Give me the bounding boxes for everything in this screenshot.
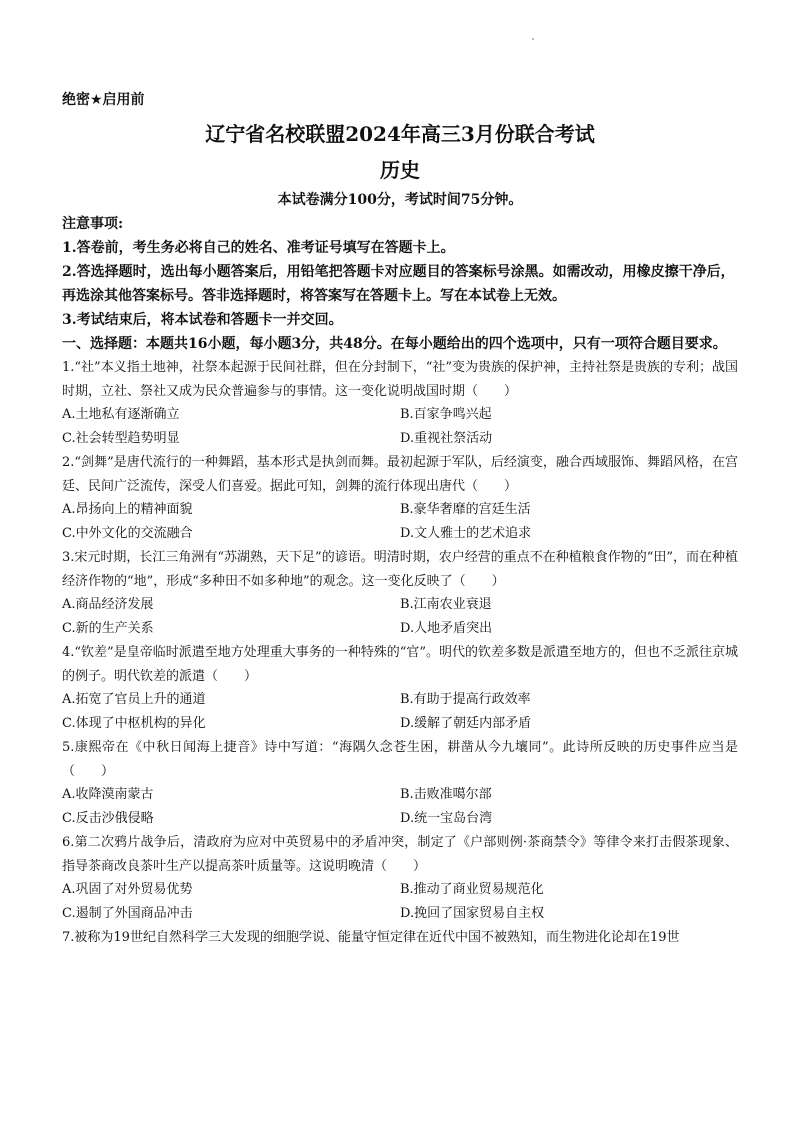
question-stem: 1.“社”本义指土地神，社祭本起源于民间社群，但在分封制下，“社”变为贵族的保护神，主持社祭是贵族的专利；战国时期，立社、祭社又成为民众普遍参与的事情。这一变化说明战国时期（ ）	[62, 360, 738, 399]
option-a: A.拓宽了官员上升的通道	[62, 692, 206, 707]
option-a: A.商品经济发展	[62, 597, 154, 612]
option-d: D.缓解了朝廷内部矛盾	[400, 716, 532, 731]
option-a: A.土地私有逐渐确立	[62, 407, 180, 422]
option-d: D.挽回了国家贸易自主权	[400, 906, 545, 921]
question-options	[62, 498, 738, 546]
question-6	[62, 831, 738, 926]
option-d: D.统一宝岛台湾	[400, 811, 493, 826]
option-c: C.反击沙俄侵略	[62, 811, 154, 826]
question-options	[62, 878, 738, 926]
exam-info: 本试卷满分100分，考试时间75分钟。	[277, 192, 523, 208]
exam-title: 辽宁省名校联盟2024年高三3月份联合考试	[205, 122, 595, 146]
question-stem: 6.第二次鸦片战争后，清政府为应对中英贸易中的矛盾冲突，制定了《户部则例·茶商禁令》等律令来打击假茶现象、指导茶商改良茶叶生产以提高茶叶质量等。这说明晚清（ ）	[62, 835, 738, 874]
option-b: B.江南农业衰退	[400, 597, 492, 612]
option-a: A.巩固了对外贸易优势	[62, 882, 193, 897]
option-c: C.社会转型趋势明显	[62, 431, 180, 446]
option-d: D.人地矛盾突出	[400, 621, 493, 636]
question-4	[62, 641, 738, 736]
option-b: B.百家争鸣兴起	[400, 407, 492, 422]
exam-page	[62, 88, 738, 950]
question-1	[62, 356, 738, 451]
question-5	[62, 736, 738, 831]
notice-item: 2.答选择题时，选出每小题答案后，用铅笔把答题卡对应题目的答案标号涂黑。如需改动，用橡皮擦干净后，再选涂其他答案标号。答非选择题时，将答案写在答题卡上。写在本试卷上无效。	[62, 264, 735, 304]
question-2	[62, 451, 738, 546]
question-options	[62, 688, 738, 736]
notice-item: 3.考试结束后，将本试卷和答题卡一并交回。	[62, 312, 343, 328]
question-stem: 7.被称为19世纪自然科学三大发现的细胞学说、能量守恒定律在近代中国不被熟知，而生物进化论却在19世	[62, 930, 680, 945]
secret-label: 绝密★启用前	[62, 92, 145, 108]
notice-item: 1.答卷前，考生务必将自己的姓名、准考证号填写在答题卡上。	[62, 240, 455, 256]
option-a: A.昂扬向上的精神面貌	[62, 502, 193, 517]
question-7	[62, 926, 738, 950]
option-d: D.重视社祭活动	[400, 431, 493, 446]
option-c: C.新的生产关系	[62, 621, 154, 636]
option-c: C.遏制了外国商品冲击	[62, 906, 193, 921]
subject-title: 历史	[380, 158, 420, 182]
option-b: B.击败准噶尔部	[400, 787, 492, 802]
question-options	[62, 593, 738, 641]
scan-dot	[532, 38, 534, 40]
question-stem: 5.康熙帝在《中秋日闻海上捷音》诗中写道：“海隅久念苍生困，耕凿从今九壤同”。此诗所反映的历史事件应当是（ ）	[62, 740, 738, 779]
notice-heading: 注意事项:	[62, 216, 124, 232]
option-a: A.收降漠南蒙古	[62, 787, 154, 802]
section-heading: 一、选择题：本题共16小题，每小题3分，共48分。在每小题给出的四个选项中，只有一项符合题目要求。	[62, 336, 727, 352]
option-b: B.推动了商业贸易规范化	[400, 882, 544, 897]
question-stem: 2.“剑舞”是唐代流行的一种舞蹈，基本形式是执剑而舞。最初起源于军队，后经演变，融合西域服饰、舞蹈风格，在宫廷、民间广泛流传，深受人们喜爱。据此可知，剑舞的流行体现出唐代（ ）	[62, 455, 738, 494]
option-d: D.文人雅士的艺术追求	[400, 526, 532, 541]
question-stem: 3.宋元时期，长江三角洲有“苏湖熟，天下足”的谚语。明清时期，农户经营的重点不在种植粮食作物的“田”，而在种植经济作物的“地”，形成“多种田不如多种地”的观念。这一变化反映了（ ）	[62, 550, 738, 589]
question-3	[62, 546, 738, 641]
question-options	[62, 783, 738, 831]
option-c: C.体现了中枢机构的异化	[62, 716, 206, 731]
question-options	[62, 403, 738, 451]
question-stem: 4.“钦差”是皇帝临时派遣至地方处理重大事务的一种特殊的“官”。明代的钦差多数是派遣至地方的，但也不乏派往京城的例子。明代钦差的派遣（ ）	[62, 645, 738, 684]
option-c: C.中外文化的交流融合	[62, 526, 193, 541]
option-b: B.豪华奢靡的宫廷生活	[400, 502, 531, 517]
option-b: B.有助于提高行政效率	[400, 692, 531, 707]
